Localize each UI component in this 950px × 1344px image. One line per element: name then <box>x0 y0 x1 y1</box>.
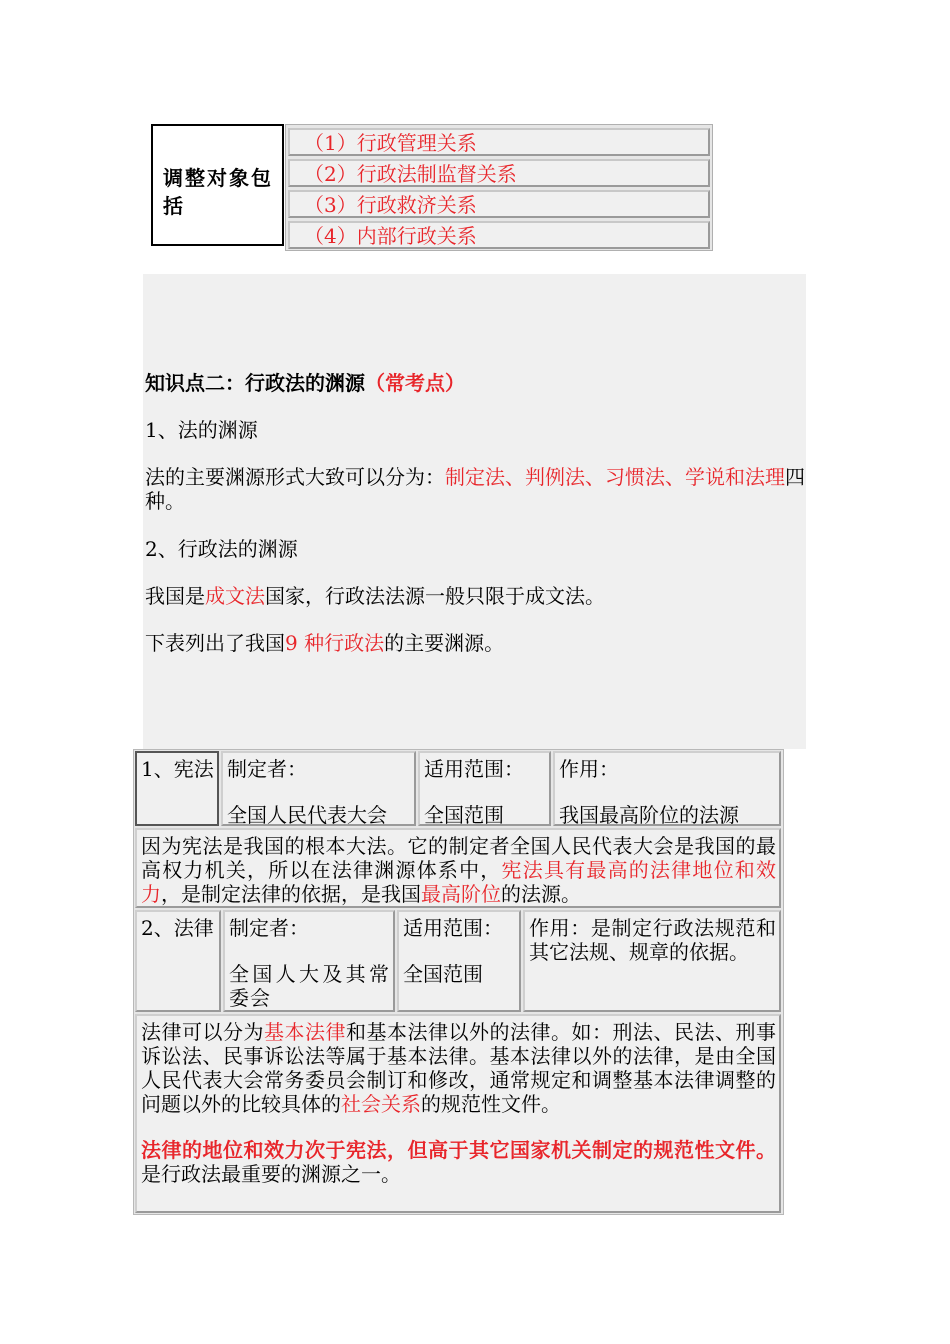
row2-desc-highlight-2: 社会关系 <box>341 1092 421 1116</box>
scope-item-3: （3）行政救济关系 <box>288 190 710 218</box>
section-title-text: 知识点二：行政法的渊源 <box>145 371 365 395</box>
row1-role-label: 作用： <box>559 757 619 781</box>
row1-desc-e: 的法源。 <box>501 882 581 906</box>
row2-scope-value: 全国范围 <box>403 962 483 986</box>
row2-desc-highlight-1: 基本法律 <box>264 1020 346 1044</box>
section-title <box>145 371 465 395</box>
row2-desc-a: 法律可以分为 <box>141 1020 264 1044</box>
paragraph-1 <box>145 465 810 513</box>
p2-end: 国家，行政法法源一般只限于成文法。 <box>265 584 605 608</box>
row1-scope-value: 全国范围 <box>424 803 504 827</box>
row1-desc-a: 因为宪法是我国的根本大法。它的制定者全国人民代表大会是我国的最高权力机关，所以在法律渊源体系中， <box>141 834 776 882</box>
paragraph-3 <box>145 631 504 655</box>
row2-desc-g: 是行政法最重要的渊源之一。 <box>141 1162 401 1186</box>
row2-scope-label: 适用范围： <box>403 916 503 940</box>
row2-scope <box>397 910 521 1012</box>
row1-role-value: 我国最高阶位的法源 <box>559 803 739 827</box>
row2-desc-c: 和基本法律以外的法律。如：刑法、民法、刑事诉讼法、民事诉讼法等属于基本法律。基本法律以外的法律，是由全国人民代表大会常务委员会制订和修改，通常规定和调整基本法律调整的问题以外的比较具体的 <box>141 1020 776 1116</box>
row2-maker-label: 制定者： <box>229 916 309 940</box>
scope-item-4: （4）内部行政关系 <box>288 221 710 249</box>
subheading-1: 1、法的渊源 <box>145 418 258 442</box>
row1-maker-value: 全国人民代表大会 <box>227 803 387 827</box>
row1-desc-highlight-1: 宪法具有最高的法律地位和效力 <box>141 858 777 906</box>
scope-table-label: 调整对象包括 <box>151 124 284 246</box>
subheading-2: 2、行政法的渊源 <box>145 537 298 561</box>
row1-maker-label: 制定者： <box>227 757 307 781</box>
row1-desc-highlight-2: 最高阶位 <box>421 882 501 906</box>
p3-text: 下表列出了我国 <box>145 631 285 655</box>
row1-maker <box>221 751 416 826</box>
p1-highlight: 制定法、判例法、习惯法、学说和法理 <box>445 465 785 489</box>
row2-description <box>135 1014 781 1213</box>
row2-maker <box>223 910 395 1012</box>
row2-maker-value: 全国人大及其常委会 <box>229 962 390 1010</box>
row1-description <box>135 828 781 908</box>
row2-desc-paragraph-2 <box>141 1138 776 1186</box>
row1-role <box>553 751 781 826</box>
row1-scope-label: 适用范围： <box>424 757 524 781</box>
p1-text: 法的主要渊源形式大致可以分为： <box>145 465 445 489</box>
section-title-highlight: （常考点） <box>365 371 465 395</box>
row2-desc-emphasis: 法律的地位和效力次于宪法，但高于其它国家机关制定的规范性文件。 <box>141 1138 776 1162</box>
row2-desc-paragraph-1 <box>141 1020 776 1116</box>
p3-highlight: 9 种行政法 <box>285 631 385 655</box>
paragraph-2 <box>145 584 605 608</box>
row1-scope <box>418 751 551 826</box>
row1-desc-c: ，是制定法律的依据，是我国 <box>161 882 421 906</box>
p1-end: 四种。 <box>145 465 805 513</box>
p2-highlight: 成文法 <box>205 584 265 608</box>
scope-item-2: （2）行政法制监督关系 <box>288 159 710 187</box>
scope-item-1: （1）行政管理关系 <box>288 128 710 156</box>
row2-name: 2、法律 <box>135 910 221 1012</box>
p3-end: 的主要渊源。 <box>384 631 505 655</box>
row2-role: 作用：是制定行政法规范和其它法规、规章的依据。 <box>523 910 781 1012</box>
p2-text: 我国是 <box>145 584 205 608</box>
row2-desc-e: 的规范性文件。 <box>421 1092 561 1116</box>
row1-name: 1、宪法 <box>135 751 219 826</box>
